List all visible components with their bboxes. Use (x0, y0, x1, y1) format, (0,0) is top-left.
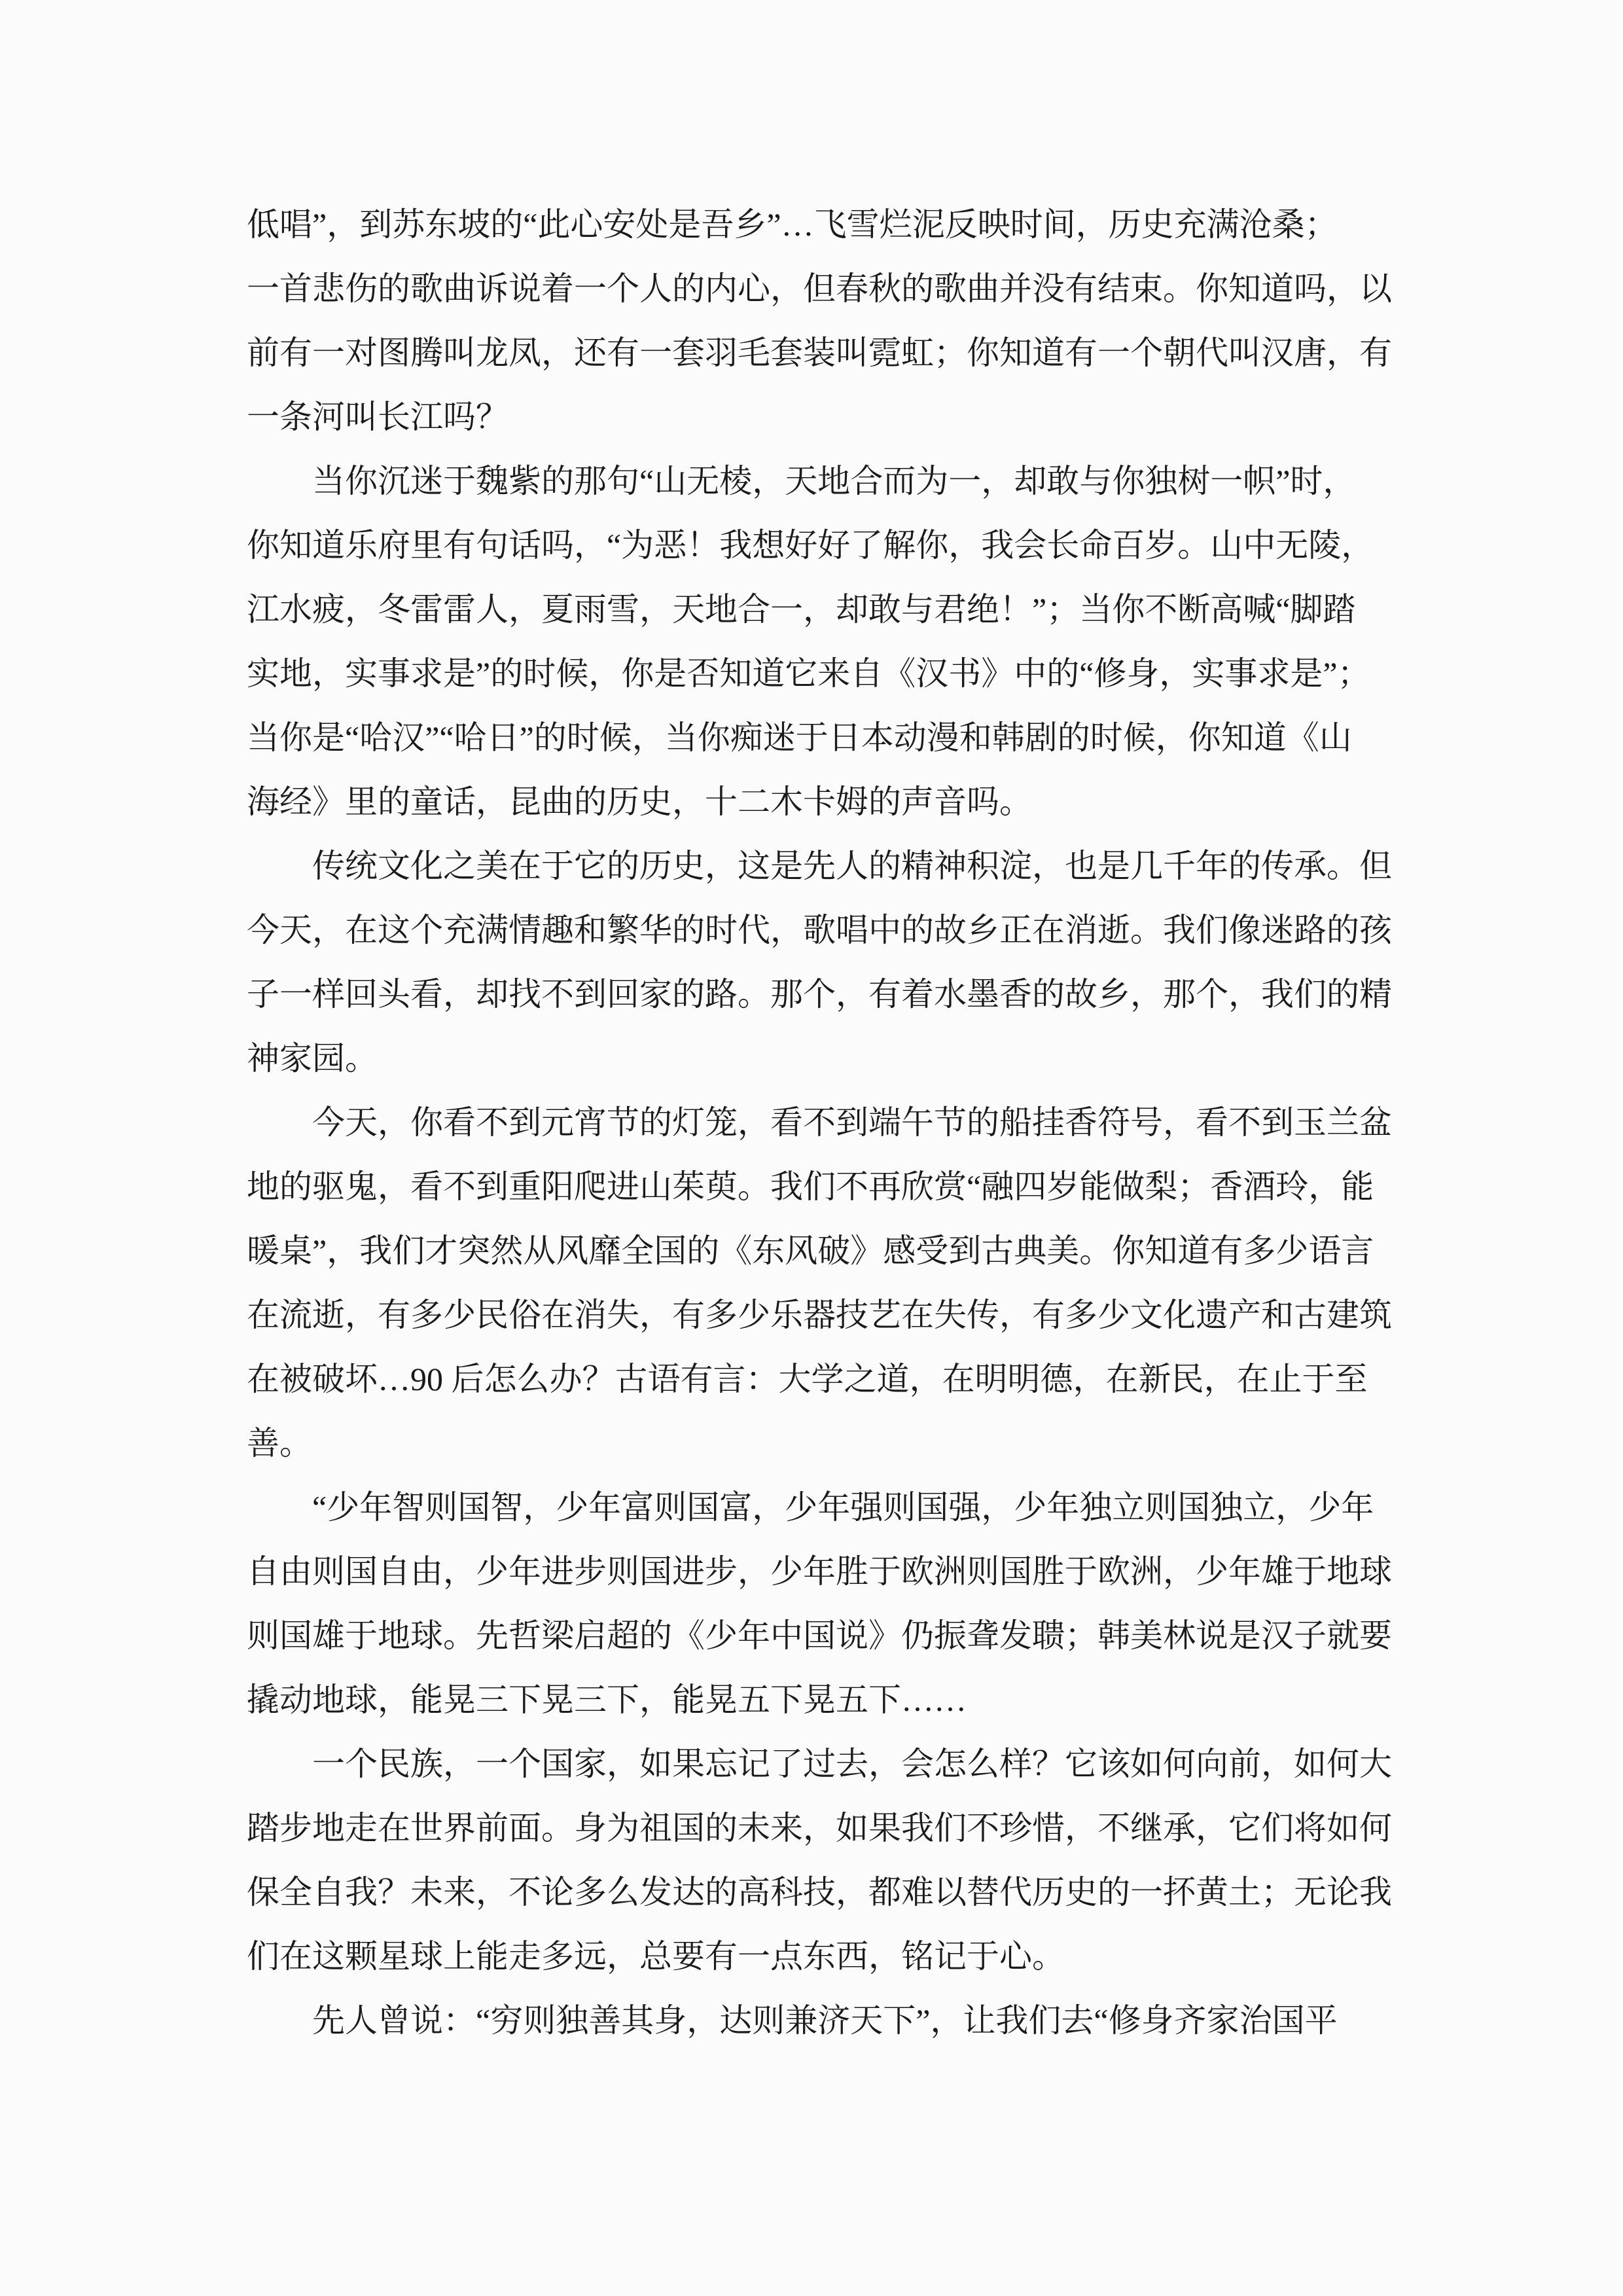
paragraph (247, 1732, 1399, 1988)
paragraph (247, 1988, 1399, 2053)
text-line: 们在这颗星球上能走多远，总要有一点东西，铭记于心。 (247, 1938, 1065, 1975)
paragraph (247, 1475, 1399, 1732)
text-line: 低唱”，到苏东坡的“此心安处是吾乡”…飞雪烂泥反映时间，历史充满沧桑； (247, 206, 1338, 243)
text-line: 自由则国自由，少年进步则国进步，少年胜于欧洲则国胜于欧洲，少年雄于地球 (247, 1553, 1392, 1590)
text-line: 暖桌”，我们才突然从风靡全国的《东风破》感受到古典美。你知道有多少语言 (247, 1232, 1374, 1269)
text-line: 一个民族，一个国家，如果忘记了过去，会怎么样？它该如何向前，如何大 (312, 1746, 1392, 1782)
text-line: 保全自我？未来，不论多么发达的高科技，都难以替代历史的一抔黄土；无论我 (247, 1874, 1392, 1910)
text-line: 传统文化之美在于它的历史，这是先人的精神积淀，也是几千年的传承。但 (312, 848, 1392, 884)
text-line: 踏步地走在世界前面。身为祖国的未来，如果我们不珍惜，不继承，它们将如何 (247, 1810, 1392, 1846)
text-line: 江水疲，冬雷雷人，夏雨雪，天地合一，却敢与君绝！”；当你不断高喊“脚踏 (247, 591, 1356, 628)
text-line: 当你是“哈汉”“哈日”的时候，当你痴迷于日本动漫和韩剧的时候，你知道《山 (247, 719, 1352, 756)
paragraph (247, 449, 1399, 834)
text-line: 今天，你看不到元宵节的灯笼，看不到端午节的船挂香符号，看不到玉兰盆 (312, 1104, 1392, 1141)
text-line: 实地，实事求是”的时候，你是否知道它来自《汉书》中的“修身，实事求是”； (247, 655, 1370, 692)
text-line: 前有一对图腾叫龙凤，还有一套羽毛套装叫霓虹；你知道有一个朝代叫汉唐，有 (247, 334, 1392, 371)
document-body (247, 192, 1399, 2053)
paragraph (247, 834, 1399, 1090)
text-line: 子一样回头看，却找不到回家的路。那个，有着水墨香的故乡，那个，我们的精 (247, 976, 1392, 1013)
text-line: 一条河叫长江吗？ (247, 399, 508, 435)
text-line: 在被破坏…90 后怎么办？古语有言：大学之道，在明明德，在新民，在止于至 (247, 1361, 1368, 1397)
text-line: 你知道乐府里有句话吗，“为恶！我想好好了解你，我会长命百岁。山中无陵， (247, 527, 1374, 564)
text-line: 海经》里的童话，昆曲的历史，十二木卡姆的声音吗。 (247, 783, 1032, 820)
text-line: 一首悲伤的歌曲诉说着一个人的内心，但春秋的歌曲并没有结束。你知道吗，以 (247, 270, 1392, 307)
text-line: “少年智则国智，少年富则国富，少年强则国强，少年独立则国独立，少年 (312, 1489, 1374, 1526)
text-line: 在流逝，有多少民俗在消失，有多少乐器技艺在失传，有多少文化遗产和古建筑 (247, 1297, 1392, 1333)
text-line: 则国雄于地球。先哲梁启超的《少年中国说》仍振聋发聩；韩美林说是汉子就要 (247, 1617, 1392, 1654)
paragraph (247, 192, 1399, 449)
text-line: 善。 (247, 1425, 312, 1462)
paragraph (247, 1090, 1399, 1475)
text-line: 当你沉迷于魏紫的那句“山无棱，天地合而为一，却敢与你独树一帜”时， (312, 463, 1356, 499)
text-line: 先人曾说：“穷则独善其身，达则兼济天下”，让我们去“修身齐家治国平 (312, 2002, 1338, 2039)
text-line: 神家园。 (247, 1040, 378, 1077)
text-line: 地的驱鬼，看不到重阳爬进山茱萸。我们不再欣赏“融四岁能做梨；香酒玲，能 (247, 1168, 1374, 1205)
text-line: 撬动地球，能晃三下晃三下，能晃五下晃五下…… (247, 1681, 967, 1718)
text-line: 今天，在这个充满情趣和繁华的时代，歌唱中的故乡正在消逝。我们像迷路的孩 (247, 912, 1392, 948)
